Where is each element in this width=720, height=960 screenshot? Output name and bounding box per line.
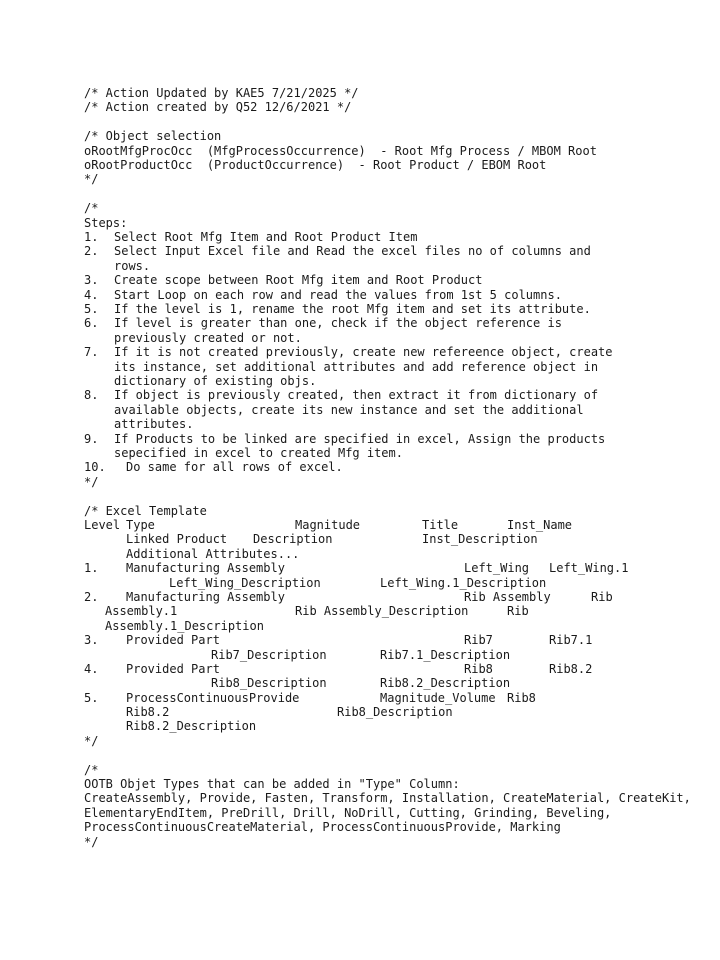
step-number: 7. (84, 345, 99, 360)
header-inst-description: Inst_Description (422, 532, 538, 547)
step-item (84, 388, 704, 431)
object-selection-product-root: oRootProductOcc (ProductOccurrence) - Root Product / EBOM Root (84, 157, 547, 172)
row-inst-name: Rib (591, 589, 613, 604)
template-row (84, 619, 704, 633)
template-open: /* Excel Template (84, 503, 207, 518)
steps-title: Steps: (84, 215, 128, 230)
row-type: Provided Part (126, 661, 220, 676)
row-magnitude: Magnitude_Volume (380, 690, 496, 705)
row-inst-description: Rib (507, 604, 529, 619)
step-text: If level is greater than one, check if the object reference is previously created or not. (114, 316, 562, 345)
ootb-title: OOTB Objet Types that can be added in "Type" Column: (84, 777, 460, 792)
template-close: */ (84, 733, 99, 748)
step-item (84, 244, 704, 273)
step-number: 9. (84, 431, 99, 446)
step-item (84, 316, 704, 345)
step-text: Create scope between Root Mfg item and Root Product (114, 273, 483, 288)
step-text: If Products to be linked are specified in excel, Assign the products sepecified in excel to created Mfg item. (114, 431, 606, 460)
step-item (84, 302, 704, 316)
header-updated: /* Action Updated by KAE5 7/21/2025 */ (84, 86, 359, 100)
row-title: Rib8 (464, 661, 493, 676)
object-selection-close: */ (84, 172, 99, 187)
header-type: Type (126, 517, 155, 532)
row-number: 3. (84, 633, 99, 648)
step-item (84, 432, 704, 461)
step-number: 6. (84, 316, 99, 331)
row-title: Rib Assembly (464, 589, 551, 604)
step-text: If object is previously created, then extract it from dictionary of available objects, create its new instance and set the additional attributes. (114, 388, 599, 432)
step-number: 10. (84, 460, 106, 475)
row-type: Manufacturing Assembly (126, 561, 285, 576)
steps-close: */ (84, 474, 99, 489)
row-type: ProcessContinuousProvide (126, 690, 300, 705)
step-item (84, 230, 704, 244)
row-number: 2. (84, 589, 99, 604)
row-title: Rib8 (507, 690, 536, 705)
row-description: Rib7_Description (211, 647, 327, 662)
code-comment-document (84, 86, 704, 849)
template-header-row (84, 518, 704, 532)
header-magnitude: Magnitude (295, 517, 361, 532)
template-row (84, 719, 704, 733)
step-number: 2. (84, 244, 99, 259)
template-row (84, 576, 704, 590)
step-item (84, 273, 704, 287)
ootb-type-list: CreateAssembly, Provide, Fasten, Transform, Installation, CreateMaterial, CreateKit, ElementaryEndItem, PreDrill, Drill, NoDrill, Cutting, Grinding, Beveling, ProcessContinuousCreateMaterial, ProcessContinuousProvide, Marking (84, 791, 691, 835)
template-row (84, 633, 704, 647)
step-number: 5. (84, 301, 99, 316)
ootb-close: */ (84, 834, 99, 849)
template-header-row (84, 532, 704, 546)
ootb-open: /* (84, 762, 99, 777)
step-text: Start Loop on each row and read the values from 1st 5 columns. (114, 287, 562, 302)
step-number: 8. (84, 388, 99, 403)
row-inst-description: Rib8.2_Description (126, 719, 257, 734)
row-inst-name: Rib7.1 (549, 633, 593, 648)
row-title: Left_Wing (464, 561, 530, 576)
step-text: Do same for all rows of excel. (126, 460, 343, 475)
step-text: Select Root Mfg Item and Root Product Item (114, 229, 418, 244)
row-inst-description: Rib7.1_Description (380, 647, 511, 662)
row-linked-product: Rib8.2 (126, 705, 170, 720)
row-description: Rib8_Description (337, 705, 453, 720)
template-row (84, 561, 704, 575)
step-number: 3. (84, 273, 99, 288)
step-text: If the level is 1, rename the root Mfg item and set its attribute. (114, 301, 591, 316)
header-description: Description (253, 532, 333, 547)
row-inst-name: Assembly.1 (105, 604, 178, 619)
step-item (84, 460, 704, 474)
step-text: If it is not created previously, create new refereence object, create its instance, set additional attributes and add reference object in dictionary of existing objs. (114, 345, 613, 388)
template-row (84, 662, 704, 676)
row-description: Rib8_Description (211, 676, 327, 691)
steps-open: /* (84, 201, 99, 216)
template-row (84, 676, 704, 690)
row-inst-description: Assembly.1_Description (105, 618, 264, 633)
template-row (84, 604, 704, 618)
row-number: 4. (84, 661, 99, 676)
step-item (84, 345, 704, 388)
template-row (84, 590, 704, 604)
row-description: Rib Assembly_Description (295, 604, 469, 619)
step-text: Select Input Excel file and Read the excel files no of columns and rows. (114, 244, 591, 273)
template-header-row (84, 547, 704, 561)
row-number: 5. (84, 690, 99, 705)
template-row (84, 648, 704, 662)
header-created: /* Action created by Q52 12/6/2021 */ (84, 100, 352, 115)
object-selection-mfg-root: oRootMfgProcOcc (MfgProcessOccurrence) - Root Mfg Process / MBOM Root (84, 143, 597, 158)
header-linked-product: Linked Product (126, 532, 228, 547)
object-selection-open: /* Object selection (84, 129, 222, 144)
row-inst-description: Rib8.2_Description (380, 676, 511, 691)
header-level: Level (84, 517, 121, 532)
header-inst-name: Inst_Name (507, 517, 573, 532)
template-row (84, 691, 704, 705)
row-type: Provided Part (126, 633, 220, 648)
row-inst-name: Rib8.2 (549, 661, 593, 676)
row-type: Manufacturing Assembly (126, 589, 285, 604)
header-additional: Additional Attributes... (126, 546, 300, 561)
row-inst-name: Left_Wing.1 (549, 561, 629, 576)
step-number: 4. (84, 287, 99, 302)
step-number: 1. (84, 229, 99, 244)
template-row (84, 705, 704, 719)
row-title: Rib7 (464, 633, 493, 648)
step-item (84, 288, 704, 302)
row-description: Left_Wing_Description (169, 575, 321, 590)
header-title: Title (422, 517, 459, 532)
row-inst-description: Left_Wing.1_Description (380, 575, 547, 590)
row-number: 1. (84, 561, 99, 576)
